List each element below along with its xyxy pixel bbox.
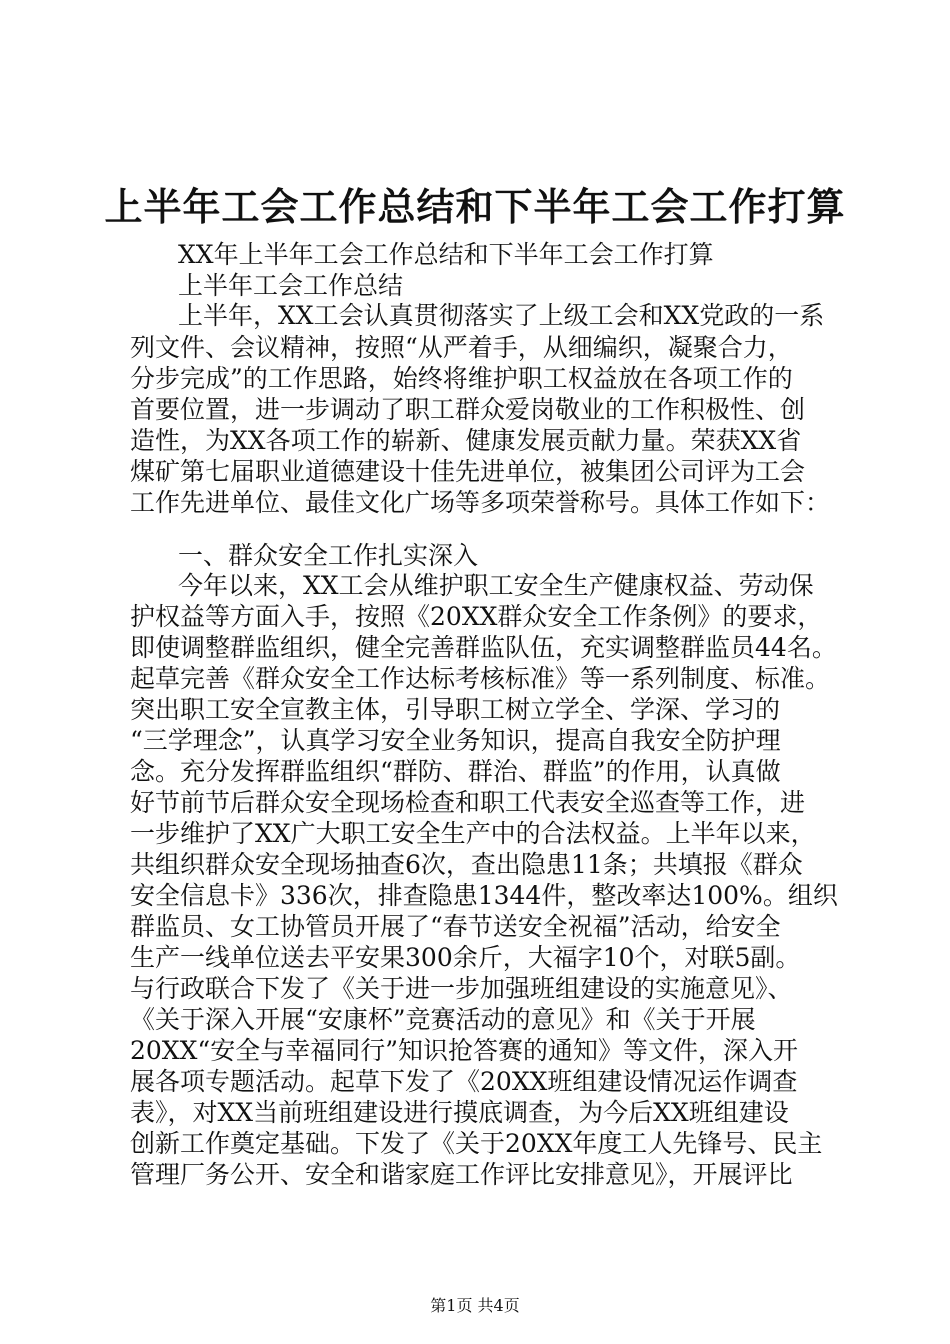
- paragraph-line: 20XX“安全与幸福同行”知识抢答赛的通知》等文件，深入开: [130, 1036, 798, 1065]
- paragraph-line: “三学理念”，认真学习安全业务知识，提高自我安全防护理: [130, 726, 781, 755]
- paragraph-line: 好节前节后群众安全现场检查和职工代表安全巡查等工作，进: [130, 788, 806, 817]
- paragraph-line: 首要位置，进一步调动了职工群众爱岗敬业的工作积极性、创: [130, 395, 806, 424]
- paragraph-line: 念。充分发挥群监组织“群防、群治、群监”的作用，认真做: [130, 757, 781, 786]
- paragraph-line: 创新工作奠定基础。下发了《关于20XX年度工人先锋号、民主: [130, 1129, 823, 1158]
- paragraph-line: 起草完善《群众安全工作达标考核标准》等一系列制度、标准。: [130, 664, 831, 693]
- paragraph-line: 《关于深入开展“安康杯”竞赛活动的意见》和《关于开展: [130, 1005, 756, 1034]
- paragraph-line: 管理厂务公开、安全和谐家庭工作评比安排意见》，开展评比: [130, 1160, 793, 1189]
- paragraph-line: 即使调整群监组织，健全完善群监队伍，充实调整群监员44名。: [130, 633, 837, 662]
- paragraph-line: 展各项专题活动。起草下发了《20XX班组建设情况运作调查: [130, 1067, 798, 1096]
- paragraph-line: 护权益等方面入手，按照《20XX群众安全工作条例》的要求，: [130, 602, 823, 631]
- paragraph-line: 今年以来，XX工会从维护职工安全生产健康权益、劳动保: [178, 571, 814, 600]
- page-footer: 第1页 共4页: [430, 1296, 520, 1315]
- paragraph-line: 工作先进单位、最佳文化广场等多项荣誉称号。具体工作如下：: [130, 488, 831, 517]
- paragraph-line: 安全信息卡》336次，排查隐患1344件，整改率达100%。组织: [130, 881, 838, 910]
- subheading: 一、群众安全工作扎实深入: [178, 541, 479, 570]
- document-subtitle: XX年上半年工会工作总结和下半年工会工作打算: [178, 240, 714, 269]
- paragraph-line: 表》，对XX当前班组建设进行摸底调查，为今后XX班组建设: [130, 1098, 789, 1127]
- paragraph-line: 煤矿第七届职业道德建设十佳先进单位，被集团公司评为工会: [130, 457, 806, 486]
- section-heading: 上半年工会工作总结: [178, 271, 404, 300]
- paragraph-line: 上半年，XX工会认真贯彻落实了上级工会和XX党政的一系: [178, 301, 825, 330]
- paragraph-line: 与行政联合下发了《关于进一步加强班组建设的实施意见》、: [130, 974, 793, 1003]
- paragraph-line: 共组织群众安全现场抽查6次，查出隐患11条；共填报《群众: [130, 850, 803, 879]
- paragraph-line: 群监员、女工协管员开展了“春节送安全祝福”活动，给安全: [130, 912, 781, 941]
- paragraph-line: 列文件、会议精神，按照“从严着手，从细编织，凝聚合力，: [130, 333, 793, 362]
- document-title: 上半年工会工作总结和下半年工会工作打算: [104, 184, 846, 229]
- paragraph-line: 突出职工安全宣教主体，引导职工树立学全、学深、学习的: [130, 695, 781, 724]
- paragraph-line: 造性，为XX各项工作的崭新、健康发展贡献力量。荣获XX省: [130, 426, 802, 455]
- paragraph-line: 分步完成”的工作思路，始终将维护职工权益放在各项工作的: [130, 364, 793, 393]
- paragraph-line: 一步维护了XX广大职工安全生产中的合法权益。上半年以来，: [130, 819, 816, 848]
- paragraph-line: 生产一线单位送去平安果300余斤，大福字10个，对联5副。: [130, 943, 801, 972]
